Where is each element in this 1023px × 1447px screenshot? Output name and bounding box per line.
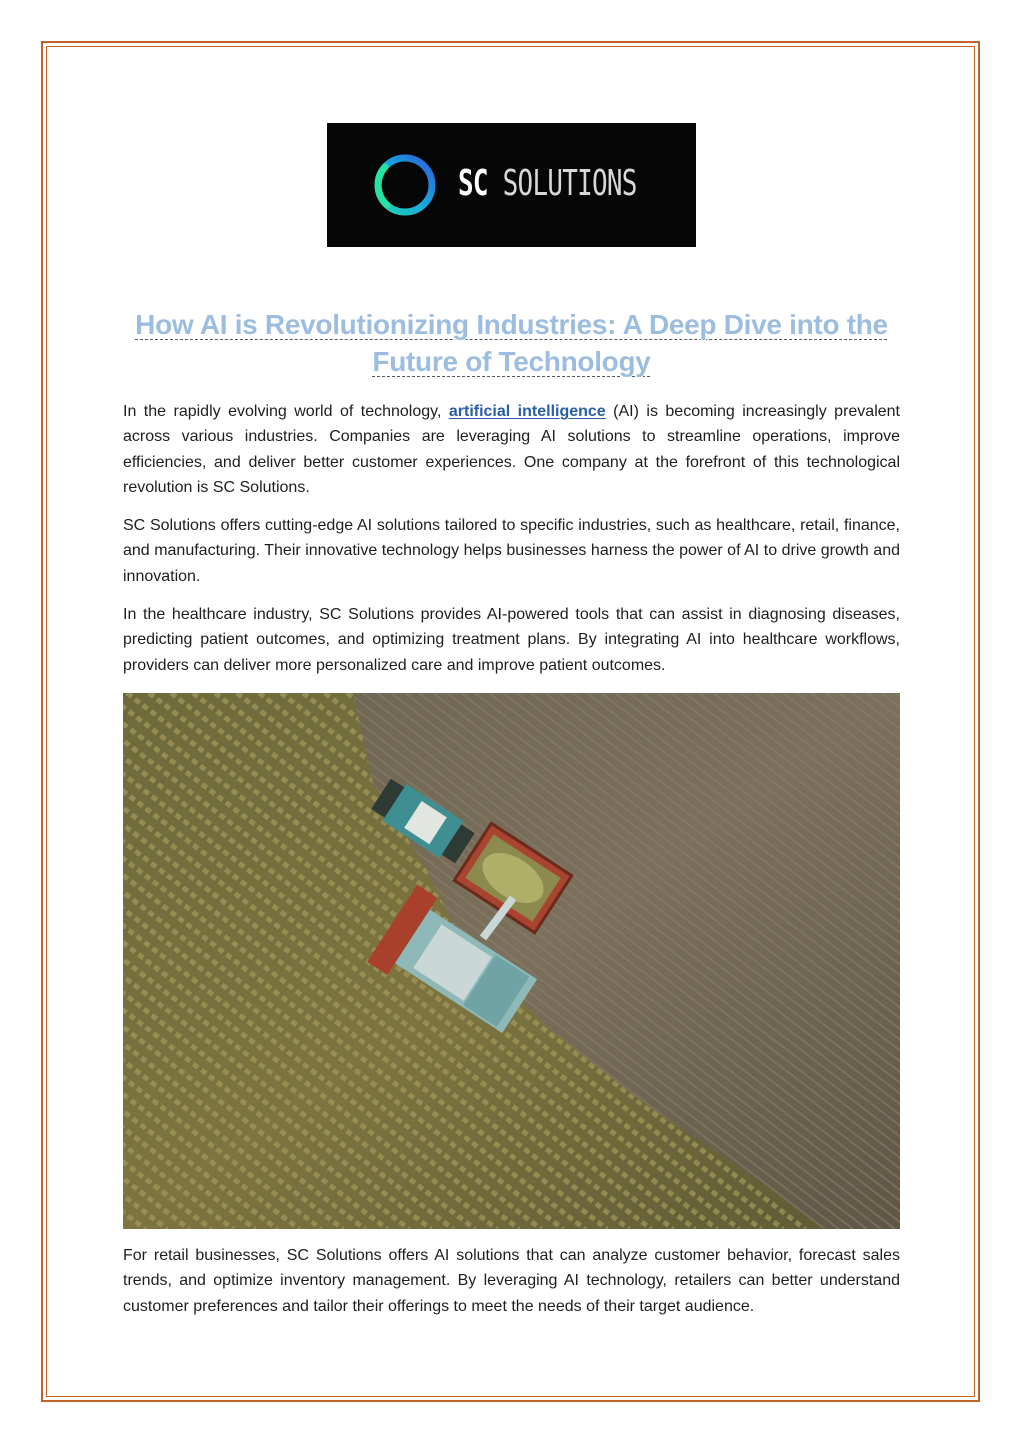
aerial-harvest-photo <box>123 693 900 1229</box>
paragraph-offerings: SC Solutions offers cutting-edge AI solutions tailored to specific industries, such as healthcare, retail, finance, and manufacturing. Their innovative technology helps businesses harness the power of AI to drive growth and innovation. <box>123 517 900 585</box>
paragraph-intro <box>123 399 900 500</box>
logo-wordmark <box>458 163 637 205</box>
artificial-intelligence-link[interactable]: artificial intelligence <box>448 403 606 420</box>
paragraph-retail: For retail businesses, SC Solutions offers AI solutions that can analyze customer behavior, forecast sales trends, and optimize inventory management. By leveraging AI technology, retailers can better understand customer preferences and tailor their offerings to meet the needs of their target audience. <box>123 1247 900 1315</box>
paragraph-healthcare: In the healthcare industry, SC Solutions provides AI-powered tools that can assist in diagnosing diseases, predicting patient outcomes, and optimizing treatment plans. By integrating AI into healthcare workflows, providers can deliver more personalized care and improve patient outcomes. <box>123 606 900 674</box>
harvest-field-image <box>123 693 900 1229</box>
paragraph-intro-end: (AI) is becoming increasingly prevalent across various industries. Companies are leveraging AI solutions to streamline operations, improve efficiencies, and deliver better customer experiences. One company at the forefront of this technological revolution is SC Solutions. <box>123 403 901 496</box>
sc-solutions-logo <box>327 123 696 247</box>
article-title[interactable]: How AI is Revolutionizing Industries: A Deep Dive into the Future of Technology <box>135 309 888 377</box>
paragraph-intro-start: In the rapidly evolving world of technology, <box>123 403 449 420</box>
logo-text-sc: SC <box>458 163 488 204</box>
logo-text-solutions: SOLUTIONS <box>502 163 637 204</box>
